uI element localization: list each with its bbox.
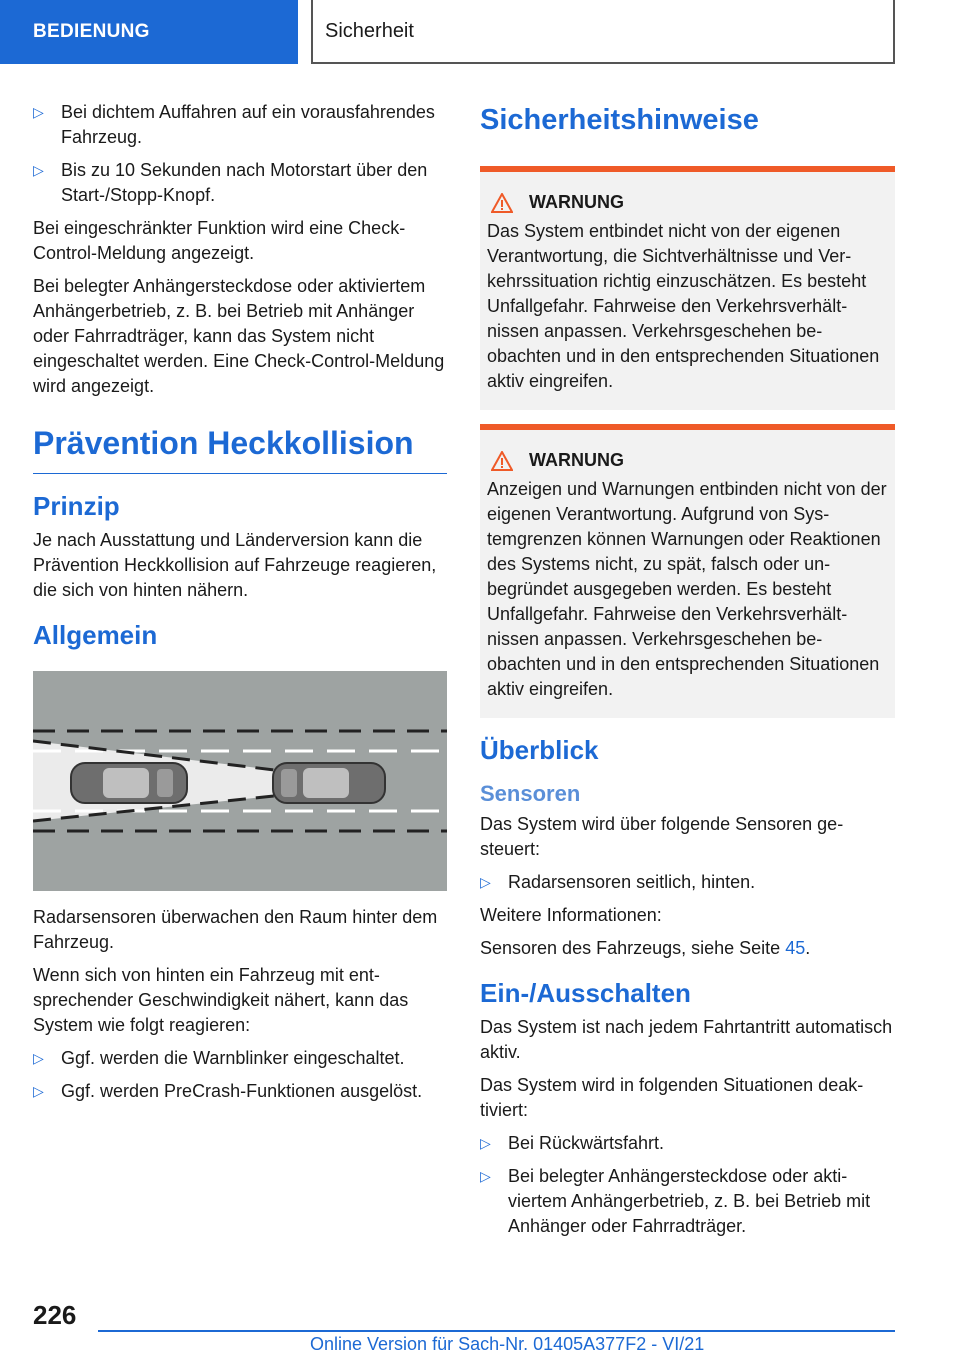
radar-illustration [33, 671, 447, 891]
triangle-bullet-icon: ▷ [480, 1168, 491, 1184]
triangle-bullet-icon: ▷ [480, 874, 491, 890]
page-reference: Sensoren des Fahrzeugs, siehe Seite 45. [480, 938, 811, 958]
list-item: ▷ Bei belegter Anhängersteckdose oder aktiviertem Anhängerbetrieb, z. B. bei Betrieb mit Anhänger oder Fahrradträger. [480, 1164, 895, 1239]
heading-praevention: Prävention Heckkollision [33, 423, 447, 474]
rear-car-icon [71, 763, 187, 803]
triangle-bullet-icon: ▷ [480, 1135, 491, 1151]
figure-caption: Radarsensoren überwachen den Raum hinter dem Fahrzeug. [33, 907, 438, 952]
triangle-bullet-icon: ▷ [33, 162, 44, 178]
paragraph: Das System wird in folgenden Situationen deaktiviert: [480, 1075, 864, 1120]
front-car-icon [273, 763, 385, 803]
heading-sensoren: Sensoren [480, 781, 581, 806]
left-column [33, 100, 447, 1112]
triangle-bullet-icon: ▷ [33, 104, 44, 120]
warning-text: Das System entbindet nicht von der eigenen Verantwortung, die Sichtverhältnisse und Verkehrssituation richtig einzuschätzen. Es besteht Unfallgefahr. Fahrweise den Verkehrsverhältnissen anpassen. Verkehrsgeschehen beobachten und in den entsprechenden Situationen aktiv eingreifen. [487, 221, 880, 391]
list-item: ▷ Bis zu 10 Sekunden nach Motorstart über den Start-/Stopp-Knopf. [33, 158, 447, 208]
right-column [480, 100, 895, 1247]
triangle-bullet-icon: ▷ [33, 1050, 44, 1066]
warning-text: Anzeigen und Warnungen entbinden nicht von der eigenen Verantwortung. Aufgrund von Systemgrenzen können Warnungen oder Reaktionen des Systems nicht, zu spät, falsch oder unbegründet ausgegeben werden. Es besteht Unfallgefahr. Fahrweise den Verkehrsverhältnissen anpassen. Verkehrsgeschehen beobachten und in den entsprechenden Situationen aktiv eingreifen. [487, 479, 887, 699]
triangle-bullet-icon: ▷ [33, 1083, 44, 1099]
warning-box [480, 166, 895, 410]
list-item: ▷ Radarsensoren seitlich, hinten. [480, 870, 895, 895]
paragraph: Bei eingeschränkter Funktion wird eine Check-Control-Meldung angezeigt. [33, 218, 406, 263]
heading-prinzip: Prinzip [33, 491, 120, 521]
warning-box [480, 424, 895, 718]
paragraph: Je nach Ausstattung und Länderversion kann die Prävention Heckkollision auf Fahrzeuge reagieren, die sich von hinten nähern. [33, 530, 437, 600]
paragraph: Bei belegter Anhängersteckdose oder aktiviertem Anhängerbetrieb, z. B. bei Betrieb mit Anhänger oder Fahrradträger, kann das System nicht eingeschaltet werden. Eine Check-Control-Meldung wird angezeigt. [33, 276, 445, 396]
heading-sicherheitshinweise: Sicherheitshinweise [480, 104, 759, 136]
paragraph: Weitere Informationen: [480, 905, 662, 925]
footer-text: Online Version für Sach-Nr. 01405A377F2 - VI/21 [310, 1334, 705, 1354]
page-link-45[interactable]: 45 [785, 938, 806, 958]
page-number: 226 [33, 1300, 77, 1330]
section-title: Sicherheit [311, 0, 895, 64]
paragraph: Das System ist nach jedem Fahrtantritt automatisch aktiv. [480, 1017, 893, 1062]
warning-triangle-icon [491, 451, 513, 471]
heading-ueberblick: Überblick [480, 735, 599, 765]
list-item: ▷ Bei Rückwärtsfahrt. [480, 1131, 895, 1156]
paragraph: Das System wird über folgende Sensoren gesteuert: [480, 814, 844, 859]
heading-allgemein: Allgemein [33, 620, 158, 650]
chapter-tab: BEDIENUNG [0, 0, 298, 64]
list-item: ▷ Ggf. werden die Warnblinker eingeschaltet. [33, 1046, 447, 1071]
heading-ein-ausschalten: Ein-/Ausschalten [480, 978, 691, 1008]
footer-divider [98, 1330, 895, 1332]
list-item: ▷ Bei dichtem Auffahren auf ein vorausfahrendes Fahrzeug. [33, 100, 447, 150]
warning-triangle-icon [491, 193, 513, 213]
paragraph: Wenn sich von hinten ein Fahrzeug mit entsprechender Geschwindigkeit nähert, kann das System wie folgt reagieren: [33, 965, 409, 1035]
warning-title: WARNUNG [529, 192, 624, 212]
warning-title: WARNUNG [529, 450, 624, 470]
list-item: ▷ Ggf. werden PreCrash-Funktionen ausgelöst. [33, 1079, 447, 1104]
